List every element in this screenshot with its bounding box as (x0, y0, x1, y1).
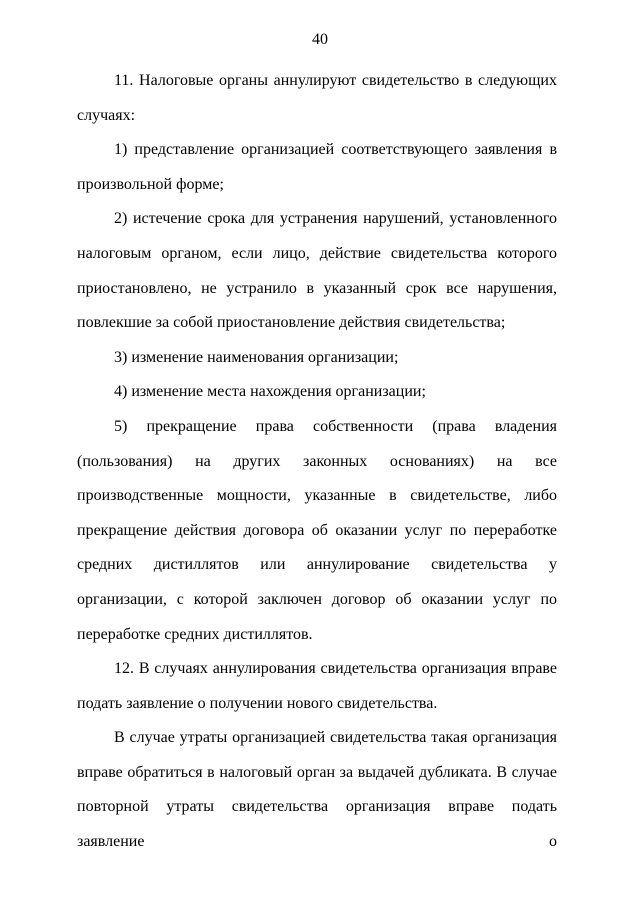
paragraph-11-item-4: 4) изменение места нахождения организации; (114, 383, 426, 401)
paragraph-11: 11. Налоговые органы аннулируют свидетельство в следующих случаях: (77, 72, 557, 124)
document-body (77, 64, 557, 860)
paragraph-11-item-3: 3) изменение наименования организации; (114, 348, 399, 366)
page-number: 40 (312, 31, 328, 48)
paragraph-11-item-1: 1) представление организацией соответствующего заявления в произвольной форме; (77, 141, 557, 193)
paragraph-11-item-5: 5) прекращение права собственности (права владения (пользования) на других законных основаниях) на все производственные мощности, указанные в свидетельстве, либо прекращение действия договора об оказании услуг по переработке средних дистиллятов или аннулирование свидетельства у организации, с которой заключен договор об оказании услуг по переработке средних дистиллятов. (77, 417, 557, 643)
paragraph-duplicate: В случае утраты организацией свидетельства такая организация вправе обратиться в налоговый орган за выдачей дубликата. В случае повторной утраты свидетельства организация вправе подать заявление о (77, 729, 557, 851)
paragraph-12: 12. В случаях аннулирования свидетельства организация вправе подать заявление о получении нового свидетельства. (77, 660, 557, 712)
paragraph-11-item-2: 2) истечение срока для устранения нарушений, установленного налоговым органом, если лицо, действие свидетельства которого приостановлено, не устранило в указанный срок все нарушения, повлекшие за собой приостановление действия свидетельства; (77, 210, 557, 332)
